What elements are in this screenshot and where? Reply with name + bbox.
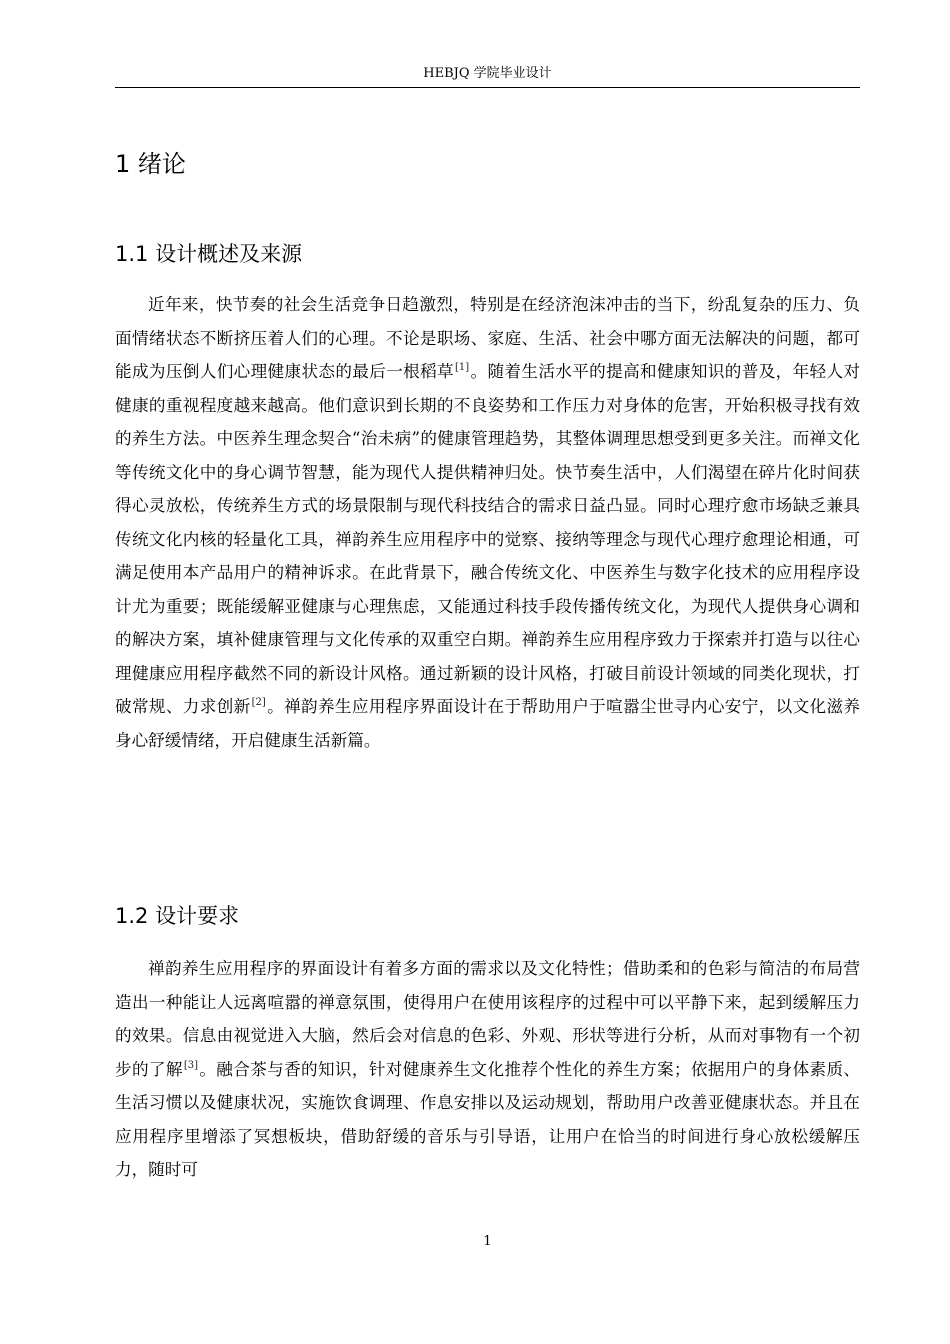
paragraph-text: 近年来，快节奏的社会生活竞争日趋激烈，特别是在经济泡沫冲击的当下，纷乱复杂的压力、负面情绪状态不断挤压着人们的心理。不论是职场、家庭、生活、社会中哪方面无法解决的问题，都可能成为压倒人们心理健康状态的最后一根稻草 [115,295,860,381]
running-header: HEBJQ 学院毕业设计 [423,66,552,81]
chapter-title: 1 绪论 [115,150,186,178]
citation-1: [1] [455,362,470,373]
header-rule [115,87,860,88]
section-paragraph-1-1 [115,288,860,757]
citation-2: [2] [251,697,266,708]
page-number: 1 [483,1234,492,1249]
paragraph-text: 。禅韵养生应用程序界面设计在于帮助用户于喧嚣尘世寻内心安宁，以文化滋养身心舒缓情绪，开启健康生活新篇。 [115,697,861,750]
section-heading-1-1: 1.1 设计概述及来源 [115,242,303,266]
citation-3: [3] [183,1059,198,1071]
paragraph-text: 禅韵养生应用程序的界面设计有着多方面的需求以及文化特性；借助柔和的色彩与简洁的布局营造出一种能让人远离喧嚣的禅意氛围，使得用户在使用该程序的过程中可以平静下来，起到缓解压力的效果。信息由视觉进入大脑，然后会对信息的色彩、外观、形状等进行分析，从而对事物有一个初步的了解 [115,959,860,1079]
section-paragraph-1-2 [115,952,860,1187]
section-heading-1-2: 1.2 设计要求 [115,904,240,928]
paragraph-text: 。随着生活水平的提高和健康知识的普及，年轻人对健康的重视程度越来越高。他们意识到长期的不良姿势和工作压力对身体的危害，开始积极寻找有效的养生方法。中医养生理念契合“治未病”的健康管理趋势，其整体调理思想受到更多关注。而禅文化等传统文化中的身心调节智慧，能为现代人提供精神归处。快节奏生活中，人们渴望在碎片化时间获得心灵放松，传统养生方式的场景限制与现代科技结合的需求日益凸显。同时心理疗愈市场缺乏兼具传统文化内核的轻量化工具，禅韵养生应用程序中的觉察、接纳等理念与现代心理疗愈理论相通，可满足使用本产品用户的精神诉求。在此背景下，融合传统文化、中医养生与数字化技术的应用程序设计尤为重要；既能缓解亚健康与心理焦虑，又能通过科技手段传播传统文化，为现代人提供身心调和的解决方案，填补健康管理与文化传承的双重空白期。禅韵养生应用程序致力于探索并打造与以往心理健康应用程序截然不同的新设计风格。通过新颖的设计风格，打破目前设计领域的同类化现状，打破常规、力求创新 [115,362,861,716]
paragraph-text: 。融合茶与香的知识，针对健康养生文化推荐个性化的养生方案；依据用户的身体素质、生活习惯以及健康状况，实施饮食调理、作息安排以及运动规划，帮助用户改善亚健康状态。并且在应用程序里增添了冥想板块，借助舒缓的音乐与引导语，让用户在恰当的时间进行身心放松缓解压力，随时可 [115,1059,861,1179]
